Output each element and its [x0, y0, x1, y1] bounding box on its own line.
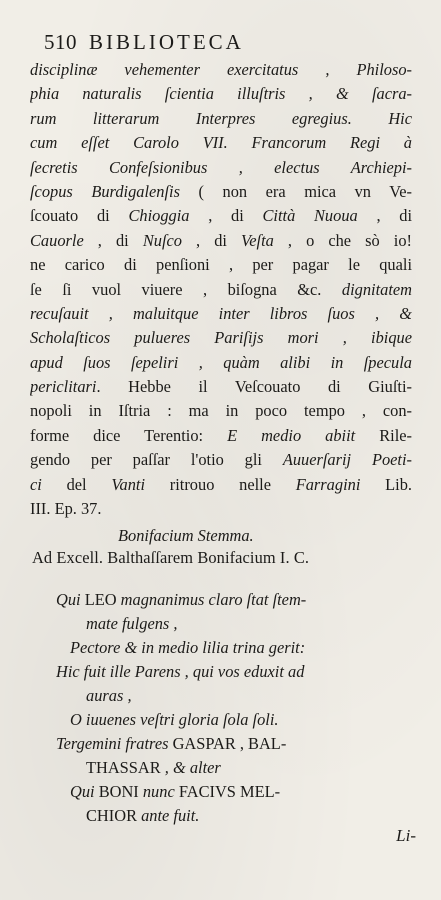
- text-run: ſe ſi vuol viuere , biſogna &c.: [30, 279, 342, 299]
- text-run: ritrouo nelle: [145, 474, 296, 494]
- text-run: Lib.: [360, 474, 412, 494]
- text-run: THASSAR: [86, 758, 161, 777]
- running-title: BIBLIOTECA: [89, 30, 244, 54]
- text-line: [30, 58, 412, 82]
- text-run: FACIVS: [178, 782, 236, 801]
- text-run: nopoli in Iſtria : ma in poco tempo , con-: [30, 401, 412, 421]
- text-run: E medio abiit: [227, 425, 356, 445]
- text-run: ſecretis Confeſsionibus , electus Archiepi-: [30, 157, 412, 177]
- poem: [56, 588, 416, 828]
- text-run: ci: [30, 474, 42, 494]
- text-run: LEO: [84, 590, 117, 609]
- poem-line: [56, 756, 416, 780]
- poem-line: [56, 612, 416, 636]
- text-line: [30, 82, 412, 106]
- text-run: phia naturalis ſcientia illuſtris , & ſacra-: [30, 84, 412, 104]
- text-run: CHIOR: [86, 806, 137, 825]
- text-line: [30, 399, 412, 423]
- text-run: O iuuenes veſtri gloria ſola ſoli.: [70, 710, 279, 729]
- text-run: ne carico di penſioni , per pagar le quali: [30, 255, 412, 275]
- text-run: del: [41, 474, 112, 494]
- text-run: GASPAR , BAL-: [172, 734, 287, 753]
- text-line: [30, 448, 412, 472]
- poem-line: [56, 636, 416, 660]
- text-run: dignitatem: [341, 279, 412, 299]
- text-run: , di: [357, 206, 412, 226]
- text-line: [30, 302, 412, 326]
- text-run: ſcouato di: [30, 206, 129, 226]
- text-run: Città Nuoua: [262, 206, 358, 226]
- text-line: [30, 375, 412, 399]
- text-run: ( non era mica vn Ve-: [198, 181, 412, 201]
- text-line: [30, 229, 412, 253]
- text-run: mate fulgens ,: [86, 614, 178, 633]
- text-run: Auuerſarij Poeti-: [282, 450, 412, 470]
- text-run: Hic fuit ille Parens , qui vos eduxit ad: [56, 662, 305, 681]
- text-run: Rile-: [355, 425, 412, 445]
- verse-dedication: Ad Excell. Balthaſſarem Bonifacium I. C.: [32, 548, 310, 567]
- text-run: , di: [83, 230, 143, 250]
- text-run: Chioggia: [128, 206, 190, 226]
- text-run: gendo per paſſar l'otio gli: [30, 450, 283, 470]
- poem-line: [56, 732, 416, 756]
- text-run: apud ſuos ſepeliri , quàm alibi in ſpecula: [30, 352, 412, 372]
- text-run: Farragini: [295, 474, 361, 494]
- page-number: 510: [44, 30, 77, 54]
- text-run: disciplinæ vehementer exercitatus , Philoso-: [30, 60, 412, 79]
- poem-line: [56, 780, 416, 804]
- text-line: [30, 204, 412, 228]
- text-run: magnanimus claro ſtat ſtem-: [116, 590, 307, 609]
- text-run: MEL-: [235, 782, 281, 801]
- catchword: Li-: [396, 826, 416, 845]
- text-line: [30, 180, 412, 204]
- text-run: ante fuit.: [137, 806, 200, 825]
- text-run: Tergemini fratres: [56, 734, 173, 753]
- text-line: [30, 131, 412, 155]
- text-line: [30, 107, 412, 131]
- poem-line: [56, 684, 416, 708]
- poem-line: [56, 708, 416, 732]
- text-run: recuſauit , maluitque inter libros ſuos , &: [30, 303, 412, 323]
- body-paragraph: [30, 58, 412, 521]
- text-run: Qui: [70, 782, 99, 801]
- poem-line: [56, 804, 416, 828]
- text-run: rum litterarum Interpres egregius. Hic: [30, 108, 412, 128]
- text-run: forme dice Terentio:: [30, 425, 228, 445]
- text-run: , & alter: [160, 758, 221, 777]
- text-run: auras ,: [86, 686, 132, 705]
- text-run: BONI: [98, 782, 139, 801]
- poem-line: [56, 588, 416, 612]
- text-run: Nuſco: [142, 230, 182, 250]
- text-run: nunc: [138, 782, 179, 801]
- text-run: , o che sò io!: [273, 230, 412, 250]
- text-run: Veſta: [241, 230, 274, 250]
- text-run: III. Ep. 37.: [30, 499, 102, 519]
- text-line: [30, 253, 412, 277]
- text-line: [30, 473, 412, 497]
- text-run: Qui: [56, 590, 85, 609]
- text-run: . Hebbe il Veſcouato di Giuſti-: [96, 377, 412, 397]
- verse-title: Bonifacium Stemma.: [118, 526, 254, 545]
- text-run: , di: [189, 206, 263, 226]
- text-line: [30, 351, 412, 375]
- text-run: periclitari: [30, 377, 97, 397]
- text-line: [30, 326, 412, 350]
- text-run: Scholaſticos pulueres Pariſijs mori , ibique: [30, 328, 412, 348]
- text-run: , di: [181, 230, 242, 250]
- running-head: [44, 30, 404, 58]
- text-line: [30, 156, 412, 180]
- text-run: Pectore & in medio lilia trina gerit:: [70, 638, 306, 657]
- text-run: Vanti: [111, 474, 146, 494]
- text-line: [30, 424, 412, 448]
- text-run: ſcopus Burdigalenſis: [30, 181, 199, 201]
- text-line: [30, 497, 412, 521]
- text-run: cum eſſet Carolo VII. Francorum Regi à: [30, 133, 412, 153]
- text-run: Cauorle: [30, 230, 84, 250]
- text-line: [30, 278, 412, 302]
- poem-line: [56, 660, 416, 684]
